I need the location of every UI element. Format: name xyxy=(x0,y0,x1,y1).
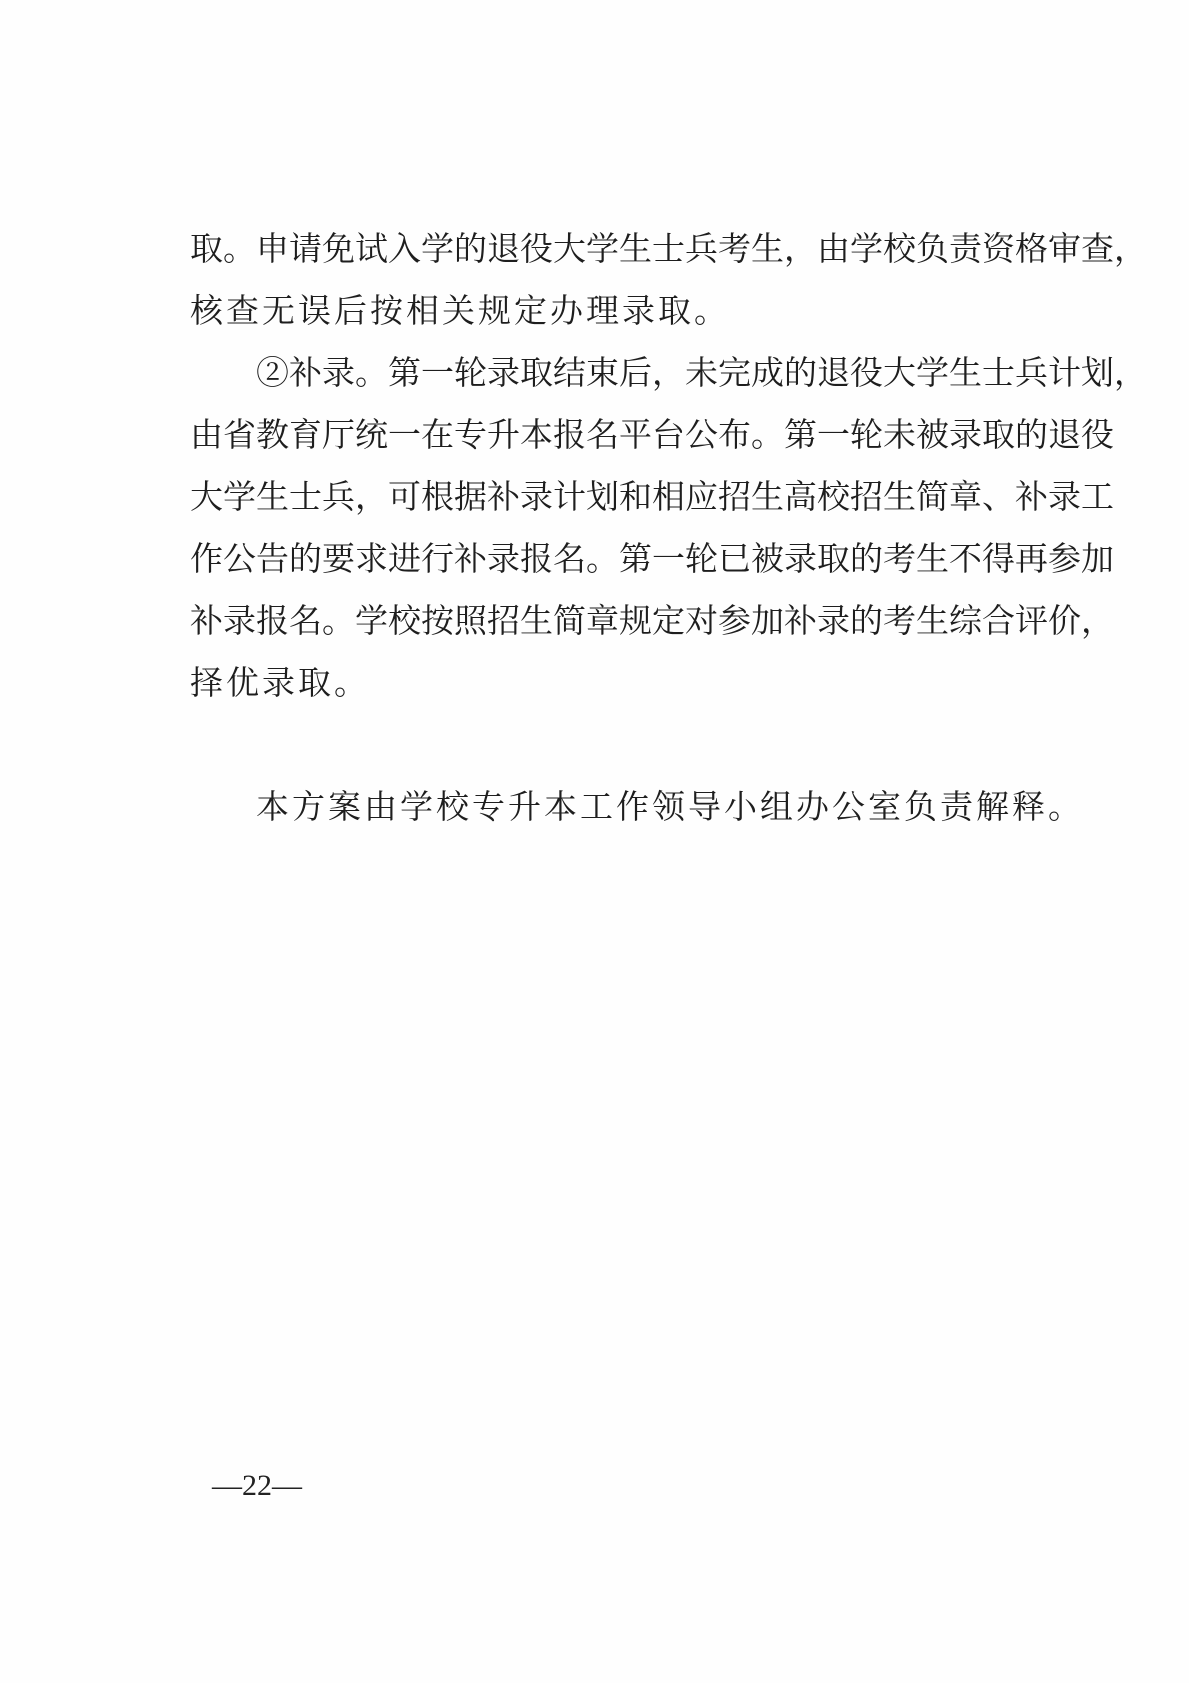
text-line: 补录报名。学校按照招生简章规定对参加补录的考生综合评价， xyxy=(190,601,1114,640)
text-line: 大学生士兵，可根据补录计划和相应招生高校招生简章、补录工 xyxy=(190,477,1114,516)
closing-note: 本方案由学校专升本工作领导小组办公室负责解释。 xyxy=(256,787,1084,826)
text-line: 核查无误后按相关规定办理录取。 xyxy=(190,291,730,330)
text-line: 择优录取。 xyxy=(190,663,370,702)
page-number: —22— xyxy=(212,1469,302,1502)
text-line: 取。申请免试入学的退役大学生士兵考生，由学校负责资格审查， xyxy=(190,229,1147,268)
text-line: 由省教育厅统一在专升本报名平台公布。第一轮未被录取的退役 xyxy=(190,415,1114,454)
document-body xyxy=(190,218,1147,838)
paragraph-gap xyxy=(190,714,1040,776)
text-line: ②补录。第一轮录取结束后，未完成的退役大学生士兵计划， xyxy=(256,353,1147,392)
text-line: 作公告的要求进行补录报名。第一轮已被录取的考生不得再参加 xyxy=(190,539,1114,578)
